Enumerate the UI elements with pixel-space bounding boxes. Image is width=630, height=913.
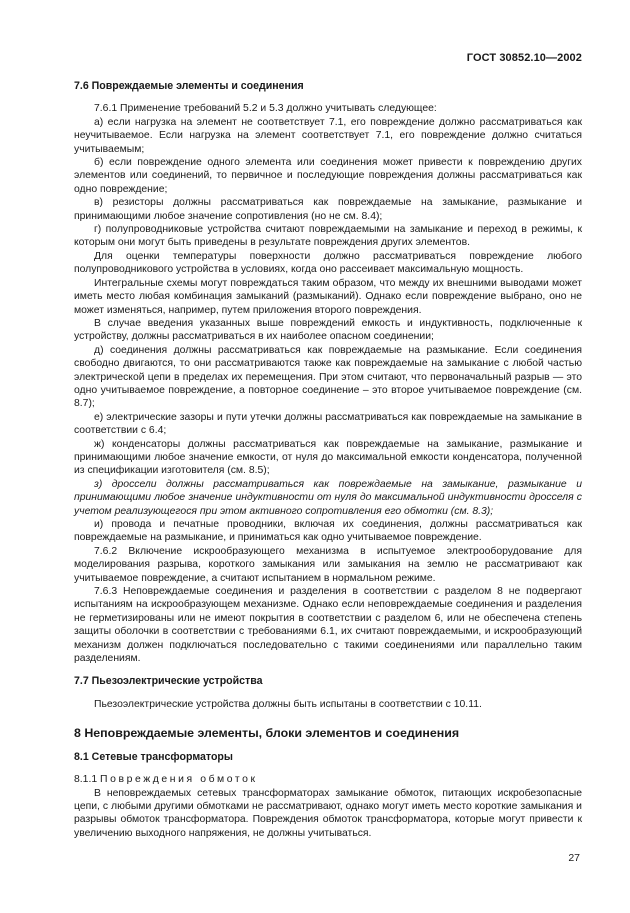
section-8-1-title: 8.1 Сетевые трансформаторы (74, 750, 233, 763)
paragraph-8-1-1-number: 8.1.1 (74, 774, 100, 786)
item-i: и) провода и печатные проводники, включая их соединения, должны рассматриваться как повреждаемые на размыкание, и приниматься как одно учитываемое повреждение. (74, 519, 582, 544)
paragraph-7-6-3: 7.6.3 Неповреждаемые соединения и разделения в соответствии с разделом 8 не подвергают испытаниям на искрообразующем механизме. Однако если неповреждаемые соединения и разделения не герметизированы или не имеют покрытия в соответствии с разделом 6, или не обеспечена степень защиты оболочки в соответствии с требованиями 6.1, их считают повреждаемыми, и искрообразующий механизм должен подключаться последовательно с такими соединениями или параллельно таким разделениям. (74, 586, 582, 665)
paragraph-temperature: Для оценки температуры поверхности должно рассматриваться повреждение любого полупроводникового устройства в условиях, когда оно рассеивает максимальную мощность. (74, 250, 582, 276)
item-v: в) резисторы должны рассматриваться как повреждаемые на замыкание, размыкание и принимающими любое значение сопротивления (но не см. 8.4); (74, 197, 582, 222)
standard-header: ГОСТ 30852.10—2002 (466, 52, 582, 64)
paragraph-8-1-1-title: Повреждения обмоток (100, 774, 258, 786)
paragraph-7-6-2: 7.6.2 Включение искрообразующего механизма в испытуемое электрооборудование для моделирования разрыва, короткого замыкания или замыкания на землю не рассматривают как учитываемое повреждение, а считают испытанием в нормальном режиме. (74, 545, 582, 584)
item-zh: ж) конденсаторы должны рассматриваться как повреждаемые на замыкание, размыкание и принимающими любое значение емкости, от нуля до максимальной емкости конденсатора, полученной из спецификации изготовителя (см. 8.5); (74, 438, 582, 477)
section-7-7-title: 7.7 Пьезоэлектрические устройства (74, 675, 263, 688)
item-z: з) дроссели должны рассматриваться как повреждаемые на замыкание, размыкание и принимающими любое значение индуктивности от нуля до максимальной индуктивности дросселя с учетом реализующегося при этом активного сопротивления его обмотки (см. 8.3); (74, 478, 582, 517)
paragraph-integrated-circuits: Интегральные схемы могут повреждаться таким образом, что между их внешними выводами может иметь место любая комбинация замыканий (размыканий). Однако если повреждение выбрано, оно не может изменяться, например, путем приложения второго повреждения. (74, 277, 582, 316)
page-content (74, 80, 582, 840)
paragraph-7-6-1: 7.6.1 Применение требований 5.2 и 5.3 должно учитывать следующее: (94, 103, 437, 115)
item-g: г) полупроводниковые устройства считают повреждаемыми на замыкание и переход в режимы, к которым они могут быть приведены в результате повреждения других элементов. (74, 224, 582, 249)
paragraph-capacitance: В случае введения указанных выше повреждений емкость и индуктивность, подключенные к устройству, должны рассматриваться в их наиболее опасном соединении; (74, 317, 582, 343)
section-8-title: 8 Неповреждаемые элементы, блоки элементов и соединения (74, 726, 460, 741)
item-e: е) электрические зазоры и пути утечки должны рассматриваться как повреждаемые на замыкание в соответствии с 6.4; (74, 411, 582, 437)
section-7-6-title: 7.6 Повреждаемые элементы и соединения (74, 80, 304, 92)
item-a: а) если нагрузка на элемент не соответствует 7.1, его повреждение должно рассматриваться как неучитываемое. Если нагрузка на элемент соответствует 7.1, его повреждение должно считаться учитываемым; (74, 116, 582, 155)
paragraph-7-7: Пьезоэлектрические устройства должны быть испытаны в соответствии с 10.11. (94, 698, 482, 710)
page-number: 27 (568, 852, 580, 864)
paragraph-8-1-1-text: В неповреждаемых сетевых трансформаторах замыкание обмоток, питающих искробезопасные цепи, с любыми другими обмотками не рассматривают, однако могут иметь место короткие замыкания и разрывы обмоток трансформатора. Повреждения обмоток трансформатора, которые могут привести к увеличению выходного напряжения, не должны учитываться. (74, 787, 582, 839)
paragraph-8-1-1-heading (74, 773, 582, 786)
item-d: д) соединения должны рассматриваться как повреждаемые на размыкание. Если соединения свободно двигаются, то они рассматриваются также как повреждаемые на замыкание с любой частью электрической цепи в пределах их перемещения. При этом считают, что первоначальный разрыв — это одно учитываемое повреждение, а повторное соединение – это второе учитываемое повреждение (см. 8.7); (74, 344, 582, 410)
item-b: б) если повреждение одного элемента или соединения может привести к повреждению других элементов или соединений, то первичное и последующие повреждения должны рассматриваться как одно повреждение; (74, 157, 582, 195)
